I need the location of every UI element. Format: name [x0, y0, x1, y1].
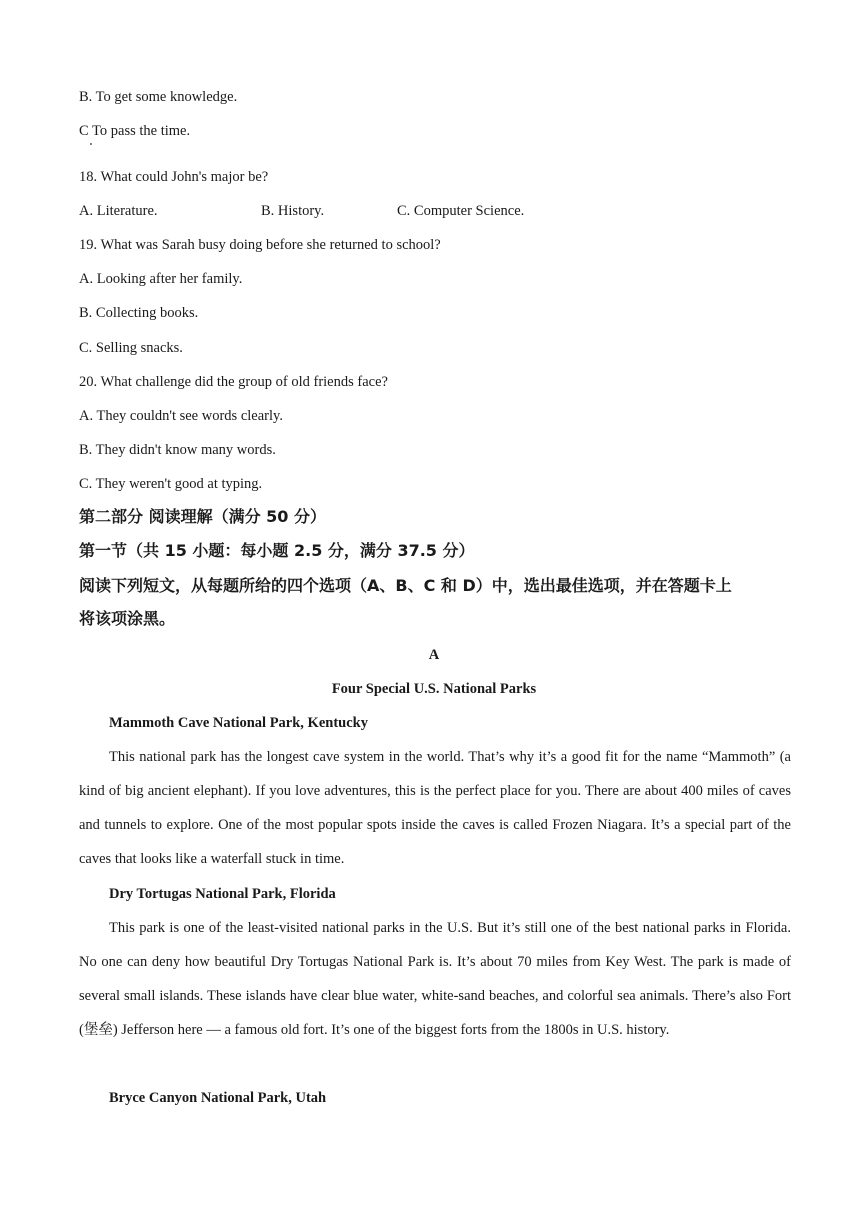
q19-option-b: B. Collecting books.	[79, 305, 199, 321]
q18-option-c: C. Computer Science.	[397, 203, 525, 219]
q20-option-a: A. They couldn't see words clearly.	[79, 408, 283, 424]
q18-option-b: B. History.	[261, 203, 325, 219]
q20-option-c: C. They weren't good at typing.	[79, 476, 263, 492]
section-heading-dry-tortugas: Dry Tortugas National Park, Florida	[109, 886, 336, 902]
question-18: 18. What could John's major be?	[79, 169, 269, 185]
option-b-previous: B. To get some knowledge.	[79, 89, 238, 105]
question-19: 19. What was Sarah busy doing before she returned to school?	[79, 237, 441, 253]
section-one-title: 第一节（共 15 小题：每小题 2.5 分，满分 37.5 分）	[79, 541, 475, 560]
section-heading-bryce-canyon: Bryce Canyon National Park, Utah	[109, 1090, 327, 1106]
section-text-dry-tortugas: This park is one of the least-visited national parks in the U.S. But it’s still one of the best national parks in Florida. No one can deny how beautiful Dry Tortugas National Park is. It’s about 70 miles from Key West. The park is made of several small islands. These islands have clear blue water, white-sand beaches, and colorful sea animals. There’s also Fort (堡垒) Jefferson here — a famous old fort. It’s one of the biggest forts from the 1800s in U.S. history.	[79, 920, 791, 1038]
instruction-line-1: 阅读下列短文，从每题所给的四个选项（A、B、C 和 D）中，选出最佳选项，并在答题卡上	[79, 576, 732, 595]
part-two-title: 第二部分 阅读理解（满分 50 分）	[79, 507, 326, 526]
section-text-mammoth: This national park has the longest cave system in the world. That’s why it’s a good fit for the name “Mammoth” (a kind of big ancient elephant). If you love adventures, this is the perfect place for you. There are about 400 miles of caves and tunnels to explore. One of the most popular spots inside the caves is called Frozen Niagara. It’s a special part of the caves that looks like a waterfall stuck in time.	[79, 749, 791, 867]
passage-letter: A	[428, 647, 440, 663]
instruction-line-2: 将该项涂黑。	[79, 609, 176, 628]
option-c-previous: C To pass the time.	[79, 123, 191, 139]
passage-title: Four Special U.S. National Parks	[331, 681, 537, 697]
q18-option-a: A. Literature.	[79, 203, 158, 219]
question-20: 20. What challenge did the group of old friends face?	[79, 374, 388, 390]
q19-option-c: C. Selling snacks.	[79, 340, 183, 356]
stray-mark	[90, 143, 92, 145]
q20-option-b: B. They didn't know many words.	[79, 442, 276, 458]
q19-option-a: A. Looking after her family.	[79, 271, 243, 287]
section-heading-mammoth: Mammoth Cave National Park, Kentucky	[109, 715, 368, 731]
